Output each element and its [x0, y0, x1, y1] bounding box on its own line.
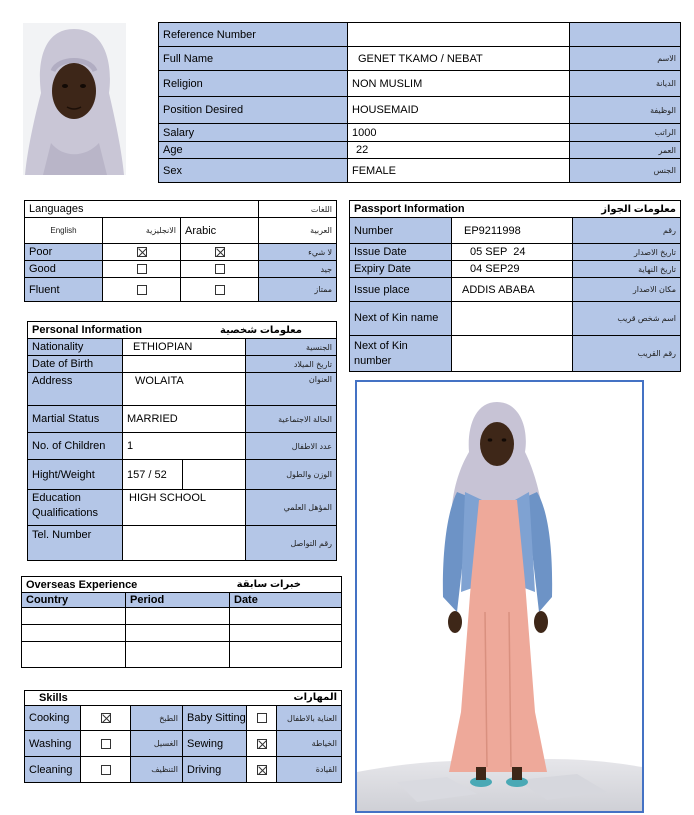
tel-number-ar: رقم التواصل [246, 526, 337, 561]
skill-driving-checkbox[interactable] [257, 765, 267, 775]
marital-status-ar: الحالة الاجتماعية [246, 406, 337, 433]
arabic-label-ar: العربية [259, 218, 337, 244]
overseas-col-date: Date [230, 593, 342, 608]
tel-number-label: Tel. Number [28, 526, 123, 561]
issue-place-value: ADDIS ABABA [452, 278, 573, 302]
religion-ar: الديانة [570, 71, 681, 97]
salary-ar: الراتب [570, 124, 681, 142]
next-of-kin-number-value [452, 336, 573, 372]
issue-place-ar: مكان الاصدار [573, 278, 681, 302]
skill-cooking-cell [81, 706, 131, 731]
full-body-image [357, 382, 642, 811]
skill-cleaning-label: Cleaning [25, 757, 81, 783]
languages-title: Languages [25, 201, 259, 218]
personal-info-table [27, 321, 337, 561]
date-of-birth-value [123, 356, 246, 373]
poor-ar: لا شيء [259, 244, 337, 261]
salary-label: Salary [159, 124, 348, 142]
marital-status-label: Martial Status [28, 406, 123, 433]
reference-number-ar [570, 23, 681, 47]
tel-number-value [123, 526, 246, 561]
nationality-value: ETHIOPIAN [123, 339, 246, 356]
skill-cleaning-cell [81, 757, 131, 783]
overseas-experience-table [21, 576, 342, 668]
fluent-arabic-cell [181, 278, 259, 302]
overseas-col-country: Country [22, 593, 126, 608]
religion-value: NON MUSLIM [348, 71, 570, 97]
salary-value: 1000 [348, 124, 570, 142]
address-label: Address [28, 373, 123, 406]
position-ar: الوظيفة [570, 97, 681, 124]
poor-arabic-checkbox[interactable] [215, 247, 225, 257]
language-level-good: Good [25, 261, 103, 278]
height-weight-ar: الوزن والطول [246, 460, 337, 490]
overseas-row-3-country [22, 642, 126, 668]
full-body-photo [355, 380, 644, 813]
issue-date-value: 05 SEP 24 [452, 244, 573, 261]
skill-washing-label: Washing [25, 731, 81, 757]
good-arabic-checkbox[interactable] [215, 264, 225, 274]
education-label: Education Qualifications [28, 490, 123, 526]
skill-baby-sitting-checkbox[interactable] [257, 713, 267, 723]
skills-title-ar: المهارات [293, 692, 338, 703]
skill-baby-sitting-cell [247, 706, 277, 731]
overseas-title-cell [22, 577, 342, 593]
age-value: 22 [348, 142, 570, 159]
age-label: Age [159, 142, 348, 159]
passport-number-value: EP9211998 [452, 218, 573, 244]
date-of-birth-label: Date of Birth [28, 356, 123, 373]
skill-sewing-label: Sewing [183, 731, 247, 757]
skill-sewing-cell [247, 731, 277, 757]
next-of-kin-name-label: Next of Kin name [350, 302, 452, 336]
headshot-photo [23, 23, 126, 175]
overseas-row-1-country [22, 608, 126, 625]
poor-english-checkbox[interactable] [137, 247, 147, 257]
age-ar: العمر [570, 142, 681, 159]
issue-date-ar: تاريخ الاصدار [573, 244, 681, 261]
height-weight-extra [183, 460, 246, 490]
address-value: WOLAITA [123, 373, 246, 406]
children-ar: عدد الاطفال [246, 433, 337, 460]
skill-cleaning-ar: التنظيف [131, 757, 183, 783]
next-of-kin-number-ar: رقم القريب [573, 336, 681, 372]
passport-number-label: Number [350, 218, 452, 244]
skill-cleaning-checkbox[interactable] [101, 765, 111, 775]
sex-value: FEMALE [348, 159, 570, 183]
good-english-cell [103, 261, 181, 278]
skill-cooking-checkbox[interactable] [101, 713, 111, 723]
nationality-ar: الجنسية [246, 339, 337, 356]
skill-driving-label: Driving [183, 757, 247, 783]
education-value: HIGH SCHOOL [123, 490, 246, 526]
date-of-birth-ar: تاريخ الميلاد [246, 356, 337, 373]
expiry-date-value: 04 SEP29 [452, 261, 573, 278]
skill-washing-checkbox[interactable] [101, 739, 111, 749]
skill-cooking-label: Cooking [25, 706, 81, 731]
skill-driving-cell [247, 757, 277, 783]
reference-number-value [348, 23, 570, 47]
reference-number-label: Reference Number [159, 23, 348, 47]
skill-cooking-ar: الطبخ [131, 706, 183, 731]
next-of-kin-name-value [452, 302, 573, 336]
position-label: Position Desired [159, 97, 348, 124]
religion-label: Religion [159, 71, 348, 97]
address-ar: العنوان [246, 373, 337, 406]
overseas-row-2-period [126, 625, 230, 642]
passport-table [349, 200, 681, 372]
expiry-date-ar: تاريخ النهاية [573, 261, 681, 278]
full-name-ar: الاسم [570, 47, 681, 71]
children-value: 1 [123, 433, 246, 460]
overseas-row-2-country [22, 625, 126, 642]
issue-place-label: Issue place [350, 278, 452, 302]
fluent-ar: ممتاز [259, 278, 337, 302]
overseas-row-2-date [230, 625, 342, 642]
english-label-ar: الانجليزية [103, 218, 181, 244]
marital-status-value: MARRIED [123, 406, 246, 433]
fluent-english-cell [103, 278, 181, 302]
height-weight-label: Hight/Weight [28, 460, 123, 490]
overseas-row-1-period [126, 608, 230, 625]
skill-baby-sitting-label: Baby Sitting [183, 706, 247, 731]
languages-table [24, 200, 337, 302]
education-ar: المؤهل العلمي [246, 490, 337, 526]
sex-label: Sex [159, 159, 348, 183]
personal-info-title: Personal Information [28, 322, 183, 339]
issue-date-label: Issue Date [350, 244, 452, 261]
english-label: English [25, 218, 103, 244]
languages-title-ar: اللغات [259, 201, 337, 218]
full-name-label: Full Name [159, 47, 348, 71]
next-of-kin-name-ar: اسم شخص قريب [573, 302, 681, 336]
header-table [158, 22, 681, 183]
passport-title-ar: معلومات الجواز [573, 201, 681, 218]
overseas-title: Overseas Experience [26, 578, 138, 591]
sex-ar: الجنس [570, 159, 681, 183]
fluent-arabic-checkbox[interactable] [215, 285, 225, 295]
passport-number-ar: رقم [573, 218, 681, 244]
skill-sewing-checkbox[interactable] [257, 739, 267, 749]
poor-arabic-cell [181, 244, 259, 261]
overseas-row-3-date [230, 642, 342, 668]
good-ar: جيد [259, 261, 337, 278]
children-label: No. of Children [28, 433, 123, 460]
headshot-image [23, 23, 126, 175]
overseas-title-ar: خبرات سابقة [236, 578, 301, 590]
overseas-col-period: Period [126, 593, 230, 608]
next-of-kin-number-label: Next of Kin number [350, 336, 452, 372]
passport-title: Passport Information [350, 201, 573, 218]
skill-washing-ar: الغسيل [131, 731, 183, 757]
skills-title: Skills [39, 692, 68, 704]
language-level-poor: Poor [25, 244, 103, 261]
overseas-row-3-period [126, 642, 230, 668]
nationality-label: Nationality [28, 339, 123, 356]
position-value: HOUSEMAID [348, 97, 570, 124]
skills-title-cell [25, 691, 342, 706]
skill-baby-sitting-ar: العناية بالاطفال [277, 706, 342, 731]
skill-washing-cell [81, 731, 131, 757]
skill-driving-ar: القيادة [277, 757, 342, 783]
arabic-label: Arabic [181, 218, 259, 244]
language-level-fluent: Fluent [25, 278, 103, 302]
fluent-english-checkbox[interactable] [137, 285, 147, 295]
poor-english-cell [103, 244, 181, 261]
overseas-row-1-date [230, 608, 342, 625]
expiry-date-label: Expiry Date [350, 261, 452, 278]
skill-sewing-ar: الخياطة [277, 731, 342, 757]
good-arabic-cell [181, 261, 259, 278]
good-english-checkbox[interactable] [137, 264, 147, 274]
height-weight-value: 157 / 52 [123, 460, 183, 490]
full-name-value: GENET TKAMO / NEBAT [348, 47, 570, 71]
personal-info-title-ar: معلومات شخصية [183, 322, 337, 339]
skills-table [24, 690, 342, 783]
